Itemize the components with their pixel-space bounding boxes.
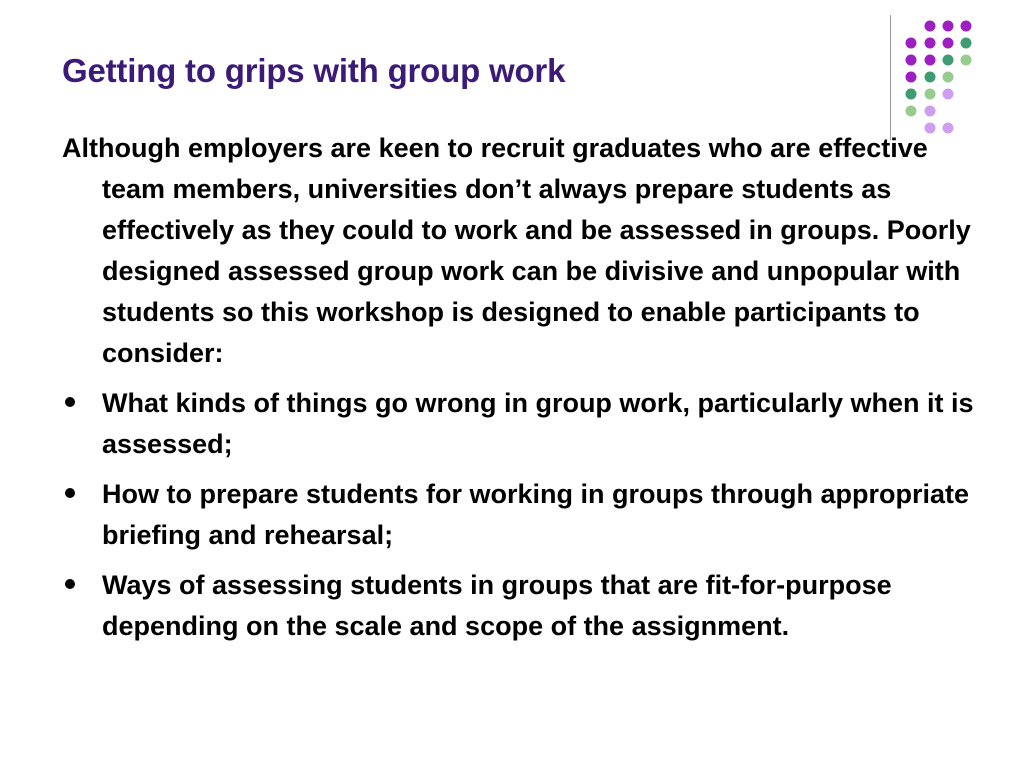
slide-body [62,128,982,647]
bullet-item [62,383,982,465]
bullet-icon [65,397,75,407]
decorative-dot [925,72,936,83]
decorative-dot [943,89,954,100]
decorative-dot [961,55,972,66]
bullet-icon [65,579,75,589]
decorative-dot [906,89,917,100]
bullet-item [62,565,982,647]
decorative-dot [906,106,917,117]
decorative-dot [925,106,936,117]
decorative-dot [925,21,936,32]
decorative-divider-line [890,15,891,140]
decorative-dot [943,55,954,66]
bullet-list [62,383,982,647]
decorative-dot [925,55,936,66]
decorative-dot [906,55,917,66]
bullet-text: How to prepare students for working in groups through appropriate briefing and rehearsal; [102,479,970,550]
decorative-dot [943,72,954,83]
decorative-dot [943,38,954,49]
intro-paragraph: Although employers are keen to recruit graduates who are effective team members, universities don’t always prepare students as effectively as they could to work and be assessed in groups. Poorly designed assessed group work can be divisive and unpopular with students so this workshop is designed to enable participants to consider: [62,133,971,368]
decorative-dot [961,38,972,49]
bullet-text: Ways of assessing students in groups that are fit-for-purpose depending on the scale and scope of the assignment. [102,570,892,641]
decorative-dot [961,21,972,32]
bullet-text: What kinds of things go wrong in group work, particularly when it is assessed; [102,388,974,459]
decorative-dot [925,89,936,100]
decorative-dot [943,21,954,32]
slide-title: Getting to grips with group work [62,52,566,89]
decorative-dot [906,72,917,83]
decorative-dot [925,38,936,49]
bullet-icon [65,488,75,498]
bullet-item [62,474,982,556]
decorative-dot [906,38,917,49]
